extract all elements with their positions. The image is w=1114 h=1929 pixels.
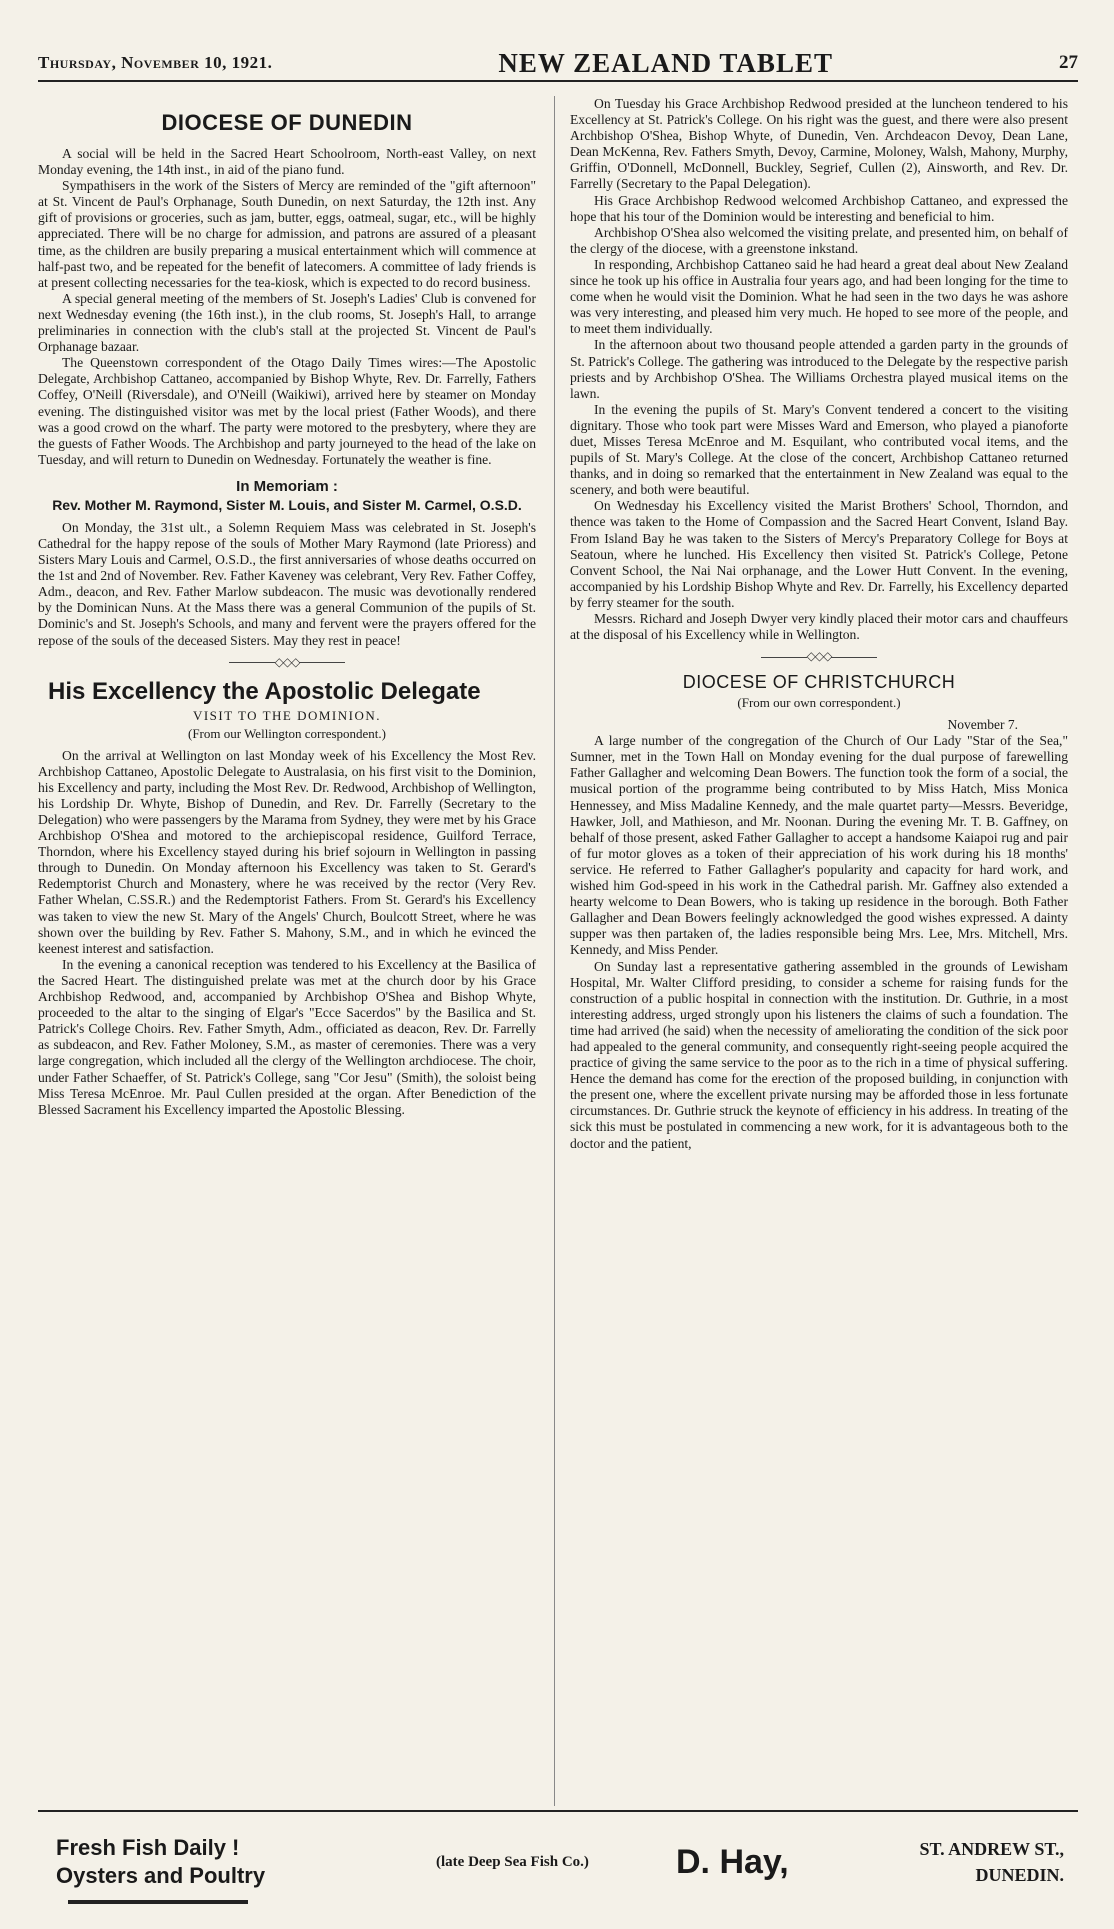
paragraph: On the arrival at Wellington on last Monday week of his Excellency the Most Rev. Archbishop Cattaneo, Apostolic Delegate to Australasia, on his first visit to the Dominion, his Excellency and party, including the Most Rev. Dr. Redwood, Archbishop of Wellington, his Lordship Dr. Whyte, Bishop of Dunedin, and Rev. Dr. Farrelly (Secretary to the Delegation) who were passengers by the Marama from Sydney, they were met by his Grace Archbishop O'Shea and motored to the archiepiscopal residence, Guilford Terrace, Thorndon, where his Excellency stayed during his brief sojourn in Wellington in passing through to Dunedin. On Monday afternoon his Excellency was taken to St. Gerard's Redemptorist Church and Monastery, where he was received by the rector (Very Rev. Father Whelan, C.SS.R.) and the Redemptorist Fathers. From St. Gerard's his Excellency was taken to view the new St. Mary of the Angels' Church, Boulcott Street, where he was shown over the building by Rev. Father S. Mahony, S.M., and in which he evinced the keenest interest and satisfaction.: [38, 747, 536, 956]
ad-street: ST. ANDREW ST.,: [919, 1839, 1064, 1859]
christchurch-correspondent: (From our own correspondent.): [737, 695, 901, 711]
paragraph: A special general meeting of the members of St. Joseph's Ladies' Club is convened for next Wednesday evening (the 16th inst.), in the club rooms, St. Joseph's Hall, to arrange preliminaries in connection with the club's stall at the projected St. Vincent de Paul's Orphanage bazaar.: [38, 290, 536, 355]
dunedin-article: [38, 146, 536, 468]
newspaper-title: NEW ZEALAND TABLET: [498, 47, 833, 78]
column-divider: [554, 96, 555, 1806]
paragraph: A large number of the congregation of the Church of Our Lady "Star of the Sea," Sumner, met in the Town Hall on Monday evening for the dual purpose of farewelling Father Gallagher and welcoming Dean Bowers. The function took the form of a social, the musical portion of the programme being contributed to by Miss Hatch, Miss Monica Hennessey, and Miss Madaline Kennedy, and the male quartet party—Messrs. Beveridge, Hawker, Joll, and Mathieson, and Mr. Noonan. During the evening Mr. T. B. Gaffney, on behalf of those present, asked Father Gallagher to accept a handsome Kaiapoi rug and pair of fur motor gloves as a token of their appreciation of his work during his 18 months' service. He referred to Father Gallagher's popularity and capacity for hard work, and wished him God-speed in his work in the Cathedral parish. Mr. Gaffney also extended a hearty welcome to Dean Bowers, who is taking up residence in the borough. Both Father Gallagher and Dean Bowers feelingly acknowledged the good wishes expressed. A dainty supper was then partaken of, the ladies responsible being Mrs. Lee, Mrs. Mitchell, Mrs. Kennedy, and Miss Pender.: [570, 733, 1068, 958]
paragraph: His Grace Archbishop Redwood welcomed Archbishop Cattaneo, and expressed the hope that his tour of the Dominion would be interesting and beneficial to him.: [570, 192, 1068, 224]
diamond-ornament-icon: ◇◇◇: [806, 649, 832, 664]
paragraph: On Wednesday his Excellency visited the Marist Brothers' School, Thorndon, and thence was taken to the Home of Compassion and the Sacred Heart Convent, Island Bay. From Island Bay he was taken to the Sisters of Mercy's Preparatory College for Boys at Seatoun, where he lunched. His Excellency then visited St. Patrick's College, Petone Convent School, the Nai Nai orphanage, and the Lower Hutt Convent. In the evening, accompanied by his Lordship Bishop Whyte and Rev. Dr. Farrelly, his Excellency departed by ferry steamer for the south.: [570, 498, 1068, 610]
paragraph: On Tuesday his Grace Archbishop Redwood presided at the luncheon tendered to his Excellency at St. Patrick's College. On his right was the guest, and there were also present Archbishop O'Shea, Bishop Whyte, of Dunedin, Ven. Archdeacon Devoy, Dean Lane, Dean McKenna, Rev. Fathers Smyth, Devoy, Carmine, Moloney, Walsh, Mahony, Murphy, Griffin, O'Donnell, McDonnell, Buckley, Segrief, Cullen (2), Ainsworth, and Rev. Dr. Farrelly (Secretary to the Papal Delegation).: [570, 96, 1068, 192]
paragraph: A social will be held in the Sacred Heart Schoolroom, North-east Valley, on next Monday evening, the 14th inst., in aid of the piano fund.: [38, 146, 536, 178]
christchurch-date: November 7.: [947, 717, 1018, 733]
section-divider: [570, 649, 1068, 664]
ad-address: [826, 1836, 1078, 1888]
ad-line-1: Fresh Fish Daily !: [56, 1835, 240, 1860]
delegate-correspondent: (From our Wellington correspondent.): [187, 725, 386, 741]
left-column: [38, 96, 536, 1806]
newspaper-page: [22, 0, 1094, 1929]
christchurch-heading: DIOCESE OF CHRISTCHURCH: [682, 672, 956, 693]
diamond-ornament-icon: ◇◇◇: [274, 654, 300, 669]
delegate-article-continued: [570, 96, 1068, 643]
ad-underline-rule: [68, 1900, 248, 1904]
page-number: 27: [1058, 52, 1078, 73]
delegate-heading: His Excellency the Apostolic Delegate: [48, 677, 481, 705]
ad-city: DUNEDIN.: [975, 1865, 1064, 1885]
dunedin-heading: DIOCESE OF DUNEDIN: [161, 110, 413, 135]
ad-merchant-name: D. Hay,: [676, 1842, 789, 1881]
paragraph: In the afternoon about two thousand people attended a garden party in the grounds of St. Patrick's College. The gathering was introduced to the Delegate by the respective parish priests and by Archbishop O'Shea. The Williams Orchestra played musical items on the lawn.: [570, 337, 1068, 401]
paragraph: Sympathisers in the work of the Sisters of Mercy are reminded of the "gift afternoon" at St. Vincent de Paul's Orphanage, South Dunedin, on next Saturday, the 12th inst. Any gift of provisions or groceries, such as jam, butter, eggs, oatmeal, sugar, etc., will be highly appreciated. There will be no charge for admission, and patrons are assured of a pleasant time, as the children are busily preparing a musical entertainment which will commence at half-past two, and be repeated for the benefit of latecomers. A committee of lady friends is at present collecting necessaries for the tea-kiosk, which is expected to do record business.: [38, 178, 536, 290]
ad-line-2: Oysters and Poultry: [56, 1863, 266, 1888]
advertisement: [38, 1810, 1078, 1912]
masthead: [38, 46, 1078, 82]
paragraph: Messrs. Richard and Joseph Dwyer very kindly placed their motor cars and chauffeurs at the disposal of his Excellency while in Wellington.: [570, 611, 1068, 643]
delegate-subheading: VISIT TO THE DOMINION.: [192, 707, 382, 723]
paragraph: In responding, Archbishop Cattaneo said he had heard a great deal about New Zealand since he took up his office in Australia four years ago, and had been longing for the time to come when he would visit the Dominion. What he had seen in the two days he was ashore was very interesting, and pleased him very much. He hoped to see more of the people, and to meet them individually.: [570, 256, 1068, 337]
memoriam-subheading: Rev. Mother M. Raymond, Sister M. Louis, and Sister M. Carmel, O.S.D.: [52, 496, 522, 513]
paragraph: On Monday, the 31st ult., a Solemn Requiem Mass was celebrated in St. Joseph's Cathedral for the happy repose of the souls of Mother Mary Raymond (late Prioress) and Sisters Mary Louis and Carmel, O.S.D., the first anniversaries of whose deaths occurred on the 1st and 2nd of November. Rev. Father Kaveney was celebrant, Very Rev. Father Coffey, Adm., deacon, and Rev. Father Marlow subdeacon. The music was devotionally rendered by the Dominican Nuns. At the Mass there was a general Communion of the pupils of St. Dominic's and St. Joseph's Schools, and many and fervent were the prayers offered for the repose of the souls of the deceased Sisters. May they rest in peace!: [38, 519, 536, 648]
paragraph: The Queenstown correspondent of the Otago Daily Times wires:—The Apostolic Delegate, Archbishop Cattaneo, accompanied by Bishop Whyte, Rev. Dr. Farrelly, Fathers Coffey, O'Neill (Riversdale), and O'Neill (Waikiwi), arrived here by steamer on Monday evening. The distinguished visitor was met by the local priest (Father Woods), and there was a good crowd on the wharf. The party were motored to the presbytery, where they are the guests of Father Woods. The Archbishop and party journeyed to the head of the lake on Tuesday, and will return to Dunedin on Wednesday. Fortunately the weather is fine.: [38, 355, 536, 467]
ad-headline: [38, 1834, 436, 1890]
paragraph: In the evening the pupils of St. Mary's Convent tendered a concert to the visiting dignitary. Those who took part were Misses Ward and Emerson, who played a pianoforte duet, Misses Teresa McEnroe and M. Esquilant, who contributed vocal items, and the pupils of St. Mary's College. At the close of the concert, Archbishop Cattaneo returned thanks, and in doing so remarked that the entertainment in New Zealand was equal to the scenery, and both were beautiful.: [570, 401, 1068, 498]
memoriam-heading: In Memoriam :: [236, 477, 338, 495]
right-column: [570, 96, 1068, 1806]
ad-note: (late Deep Sea Fish Co.): [436, 1853, 589, 1870]
paragraph: In the evening a canonical reception was tendered to his Excellency at the Basilica of the Sacred Heart. The distinguished prelate was met at the church door by his Grace Archbishop Redwood, and, accompanied by Archbishop O'Shea and Bishop Whyte, proceeded to the altar to the singing of Elgar's "Ecce Sacerdos" by the Basilica and St. Patrick's College Choirs. Rev. Father Smyth, Adm., officiated as deacon, Rev. Dr. Farrelly as subdeacon, and Rev. Father Moloney, S.M., as master of ceremonies. There was a very large congregation, which included all the clergy of the Wellington archdiocese. The choir, under Father Schaeffer, of St. Patrick's College, sang "Cor Jesu" (Smith), the soloist being Miss Teresa McEnroe. Mr. Paul Cullen presided at the organ. After Benediction of the Blessed Sacrament his Excellency imparted the Apostolic Blessing.: [38, 956, 536, 1117]
paragraph: Archbishop O'Shea also welcomed the visiting prelate, and presented him, on behalf of the clergy of the diocese, with a greenstone inkstand.: [570, 224, 1068, 256]
issue-date: Thursday, November 10, 1921.: [38, 53, 273, 72]
paragraph: On Sunday last a representative gathering assembled in the grounds of Lewisham Hospital, Mr. Walter Clifford presiding, to consider a scheme for raising funds for the construction of a public hospital in connection with the institution. Dr. Guthrie, in a most interesting address, urged strongly upon his listeners the claims of such a foundation. The time had arrived (he said) when the necessity of ameliorating the condition of the sick poor had appealed to the general community, and consequently right-seeing people acquired the practice of giving the same service to the poor as to the rich in a time of physical suffering. Hence the demand has come for the erection of the proposed building, in conjunction with the present one, where the excellent private nursing may be afforded those in less fortunate circumstances. Dr. Guthrie struck the keynote of efficiency in his address. In treating of the sick this must be postulated in commencing a new work, for it is advantageous both to the doctor and the patient,: [570, 958, 1068, 1151]
section-divider: [38, 655, 536, 670]
